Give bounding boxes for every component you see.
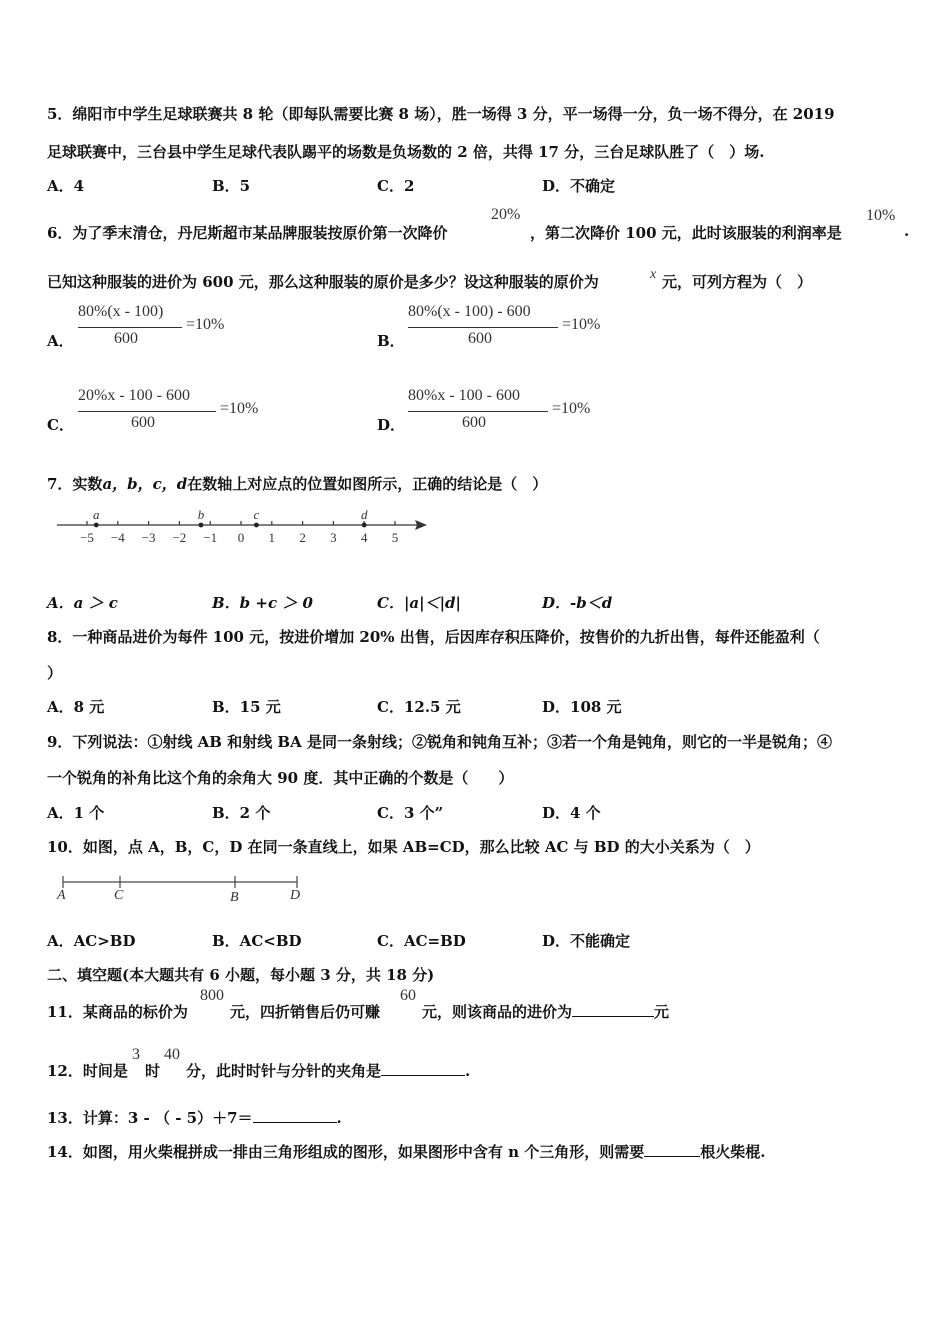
q13-text: 13．计算：3 - （ - 5）＋7＝ . xyxy=(47,1109,342,1127)
q12-value-1: 3 xyxy=(132,1046,140,1063)
point-b xyxy=(199,523,204,528)
q11-text-b: 元，四折销售后仍可赚 xyxy=(230,1003,381,1021)
q10-option-a: A．AC>BD xyxy=(47,932,136,950)
label-a: A xyxy=(57,888,66,903)
q9-line2: 一个锐角的补角比这个角的余角大 90 度．其中正确的个数是（ ） xyxy=(47,769,514,787)
right-hand-side: =10% xyxy=(220,400,259,417)
q6-option-a-label: A． xyxy=(47,332,74,350)
numerator: 80%(x - 100) xyxy=(78,303,164,320)
axis-tick-label: 0 xyxy=(237,530,245,545)
q6-line1-c: . xyxy=(904,222,910,240)
point-label-a: a xyxy=(92,507,100,522)
q9-option-c: C．3 个” xyxy=(377,804,444,822)
q9-option-b: B．2 个 xyxy=(212,804,271,822)
fraction-bar xyxy=(408,411,548,412)
q6-option-c-label: C． xyxy=(47,416,74,434)
point-a xyxy=(94,523,99,528)
q6-pct2: 10% xyxy=(866,207,896,224)
label-c: C xyxy=(114,888,124,903)
denominator: 600 xyxy=(131,414,155,431)
denominator: 600 xyxy=(114,330,138,347)
q6-line2-b: 元，可列方程为（ ） xyxy=(662,273,813,291)
q5-option-b: B．5 xyxy=(212,177,251,195)
q6-var-x: x xyxy=(650,267,657,282)
point-c xyxy=(254,523,259,528)
q11-text-a: 11．某商品的标价为 xyxy=(47,1003,188,1021)
q7-stem-a: 7．实数 xyxy=(47,475,103,493)
q7-stem-b: 在数轴上对应点的位置如图所示，正确的结论是（ ） xyxy=(187,475,548,493)
q8-line1: 8．一种商品进价为每件 100 元，按进价增加 20% 出售，后因库存积压降价，按售价的九折出售，每件还能盈利（ xyxy=(47,628,820,646)
q10-option-c: C．AC=BD xyxy=(377,932,466,950)
right-hand-side: =10% xyxy=(562,316,601,333)
point-label-b: b xyxy=(197,507,205,522)
q5-option-c: C．2 xyxy=(377,177,415,195)
axis-tick-label: 4 xyxy=(360,530,368,545)
q6-line1-a: 6．为了季末清仓，丹尼斯超市某品牌服装按原价第一次降价 xyxy=(47,224,448,242)
q11-value-1: 800 xyxy=(200,987,224,1004)
q8-option-a: A．8 元 xyxy=(47,698,105,716)
fraction-bar xyxy=(408,327,558,328)
denominator: 600 xyxy=(468,330,492,347)
q7-option-c: C．|a|＜|d| xyxy=(377,594,461,612)
axis-tick-label: −1 xyxy=(203,530,218,545)
q7-option-a: A．a ＞ c xyxy=(47,594,118,612)
q10-option-b: B．AC<BD xyxy=(212,932,302,950)
q5-line2: 足球联赛中，三台县中学生足球代表队踢平的场数是负场数的 2 倍，共得 17 分，三台足球队胜了（ ）场. xyxy=(47,143,765,161)
q9-line1: 9．下列说法：①射线 AB 和射线 BA 是同一条射线；②锐角和钝角互补；③若一个角是钝角，则它的一半是锐角；④ xyxy=(47,733,832,751)
axis-tick-label: −4 xyxy=(110,530,125,545)
label-b: B xyxy=(230,890,239,905)
q10-stem: 10．如图，点 A，B，C，D 在同一条直线上，如果 AB=CD，那么比较 AC 与 BD 的大小关系为（ ） xyxy=(47,838,760,856)
q6-option-b-label: B． xyxy=(377,332,405,350)
q8-line2: ） xyxy=(47,664,63,682)
q7-stem xyxy=(47,473,547,494)
axis-tick-label: 2 xyxy=(299,530,306,545)
q12-value-2: 40 xyxy=(164,1046,180,1063)
q6-pct1: 20% xyxy=(491,206,521,223)
q5-option-d: D．不确定 xyxy=(542,177,616,195)
right-hand-side: =10% xyxy=(552,400,591,417)
point-label-c: c xyxy=(253,507,260,522)
right-hand-side: =10% xyxy=(186,316,225,333)
denominator: 600 xyxy=(462,414,486,431)
section-title-fill-blank: 二、填空题(本大题共有 6 小题，每小题 3 分，共 18 分) xyxy=(47,966,435,984)
numerator: 80%x - 100 - 600 xyxy=(408,387,520,404)
axis-tick-label: 5 xyxy=(391,530,399,545)
number-line-figure xyxy=(55,505,435,550)
axis-tick-label: −2 xyxy=(172,530,187,545)
point-label-d: d xyxy=(360,507,368,522)
q10-option-d: D．不能确定 xyxy=(542,932,631,950)
q6-option-d-label: D． xyxy=(377,416,406,434)
q11-value-2: 60 xyxy=(400,987,416,1004)
q9-option-a: A．1 个 xyxy=(47,804,105,822)
axis-tick-label: 3 xyxy=(330,530,337,545)
q5-option-a: A．4 xyxy=(47,177,85,195)
q8-option-d: D．108 元 xyxy=(542,698,622,716)
q6-line2-a: 已知这种服装的进价为 600 元，那么这种服装的原价是多少？设这种服装的原价为 xyxy=(47,273,599,291)
q8-option-c: C．12.5 元 xyxy=(377,698,461,716)
point-d xyxy=(362,523,367,528)
q14-text: 14．如图，用火柴棍拼成一排由三角形组成的图形，如果图形中含有 n 个三角形，则需要 根火柴棍. xyxy=(47,1143,766,1161)
q7-vars: a，b，c，d xyxy=(102,475,188,493)
numerator: 20%x - 100 - 600 xyxy=(78,387,190,404)
q5-line1: 5．绵阳市中学生足球联赛共 8 轮（即每队需要比赛 8 场），胜一场得 3 分，平一场得一分，负一场不得分，在 2019 xyxy=(47,105,835,123)
q12-answer-blank[interactable] xyxy=(381,1061,465,1076)
axis-tick-label: −5 xyxy=(80,530,94,545)
q8-option-b: B．15 元 xyxy=(212,698,281,716)
q7-option-d: D．-b＜d xyxy=(542,594,613,612)
fraction-bar xyxy=(78,411,216,412)
q12-text-c: 分，此时时针与分针的夹角是 . xyxy=(186,1062,471,1080)
segment-figure xyxy=(50,870,320,910)
q14-answer-blank[interactable] xyxy=(644,1142,700,1157)
q13-answer-blank[interactable] xyxy=(253,1108,337,1123)
axis-tick-label: 1 xyxy=(268,530,276,545)
fraction-bar xyxy=(78,327,182,328)
q11-text-c: 元，则该商品的进价为 元 xyxy=(422,1003,670,1021)
numerator: 80%(x - 100) - 600 xyxy=(408,303,531,320)
q12-text-b: 时 xyxy=(145,1062,161,1080)
q12-text-a: 12．时间是 xyxy=(47,1062,128,1080)
q11-answer-blank[interactable] xyxy=(572,1002,654,1017)
q7-option-b: B．b +c ＞ 0 xyxy=(212,594,313,612)
axis-tick-label: −3 xyxy=(141,530,156,545)
q9-option-d: D．4 个 xyxy=(542,804,601,822)
label-d: D xyxy=(290,888,301,903)
q6-line1-b: ，第二次降价 100 元，此时该服装的利润率是 xyxy=(530,224,842,242)
